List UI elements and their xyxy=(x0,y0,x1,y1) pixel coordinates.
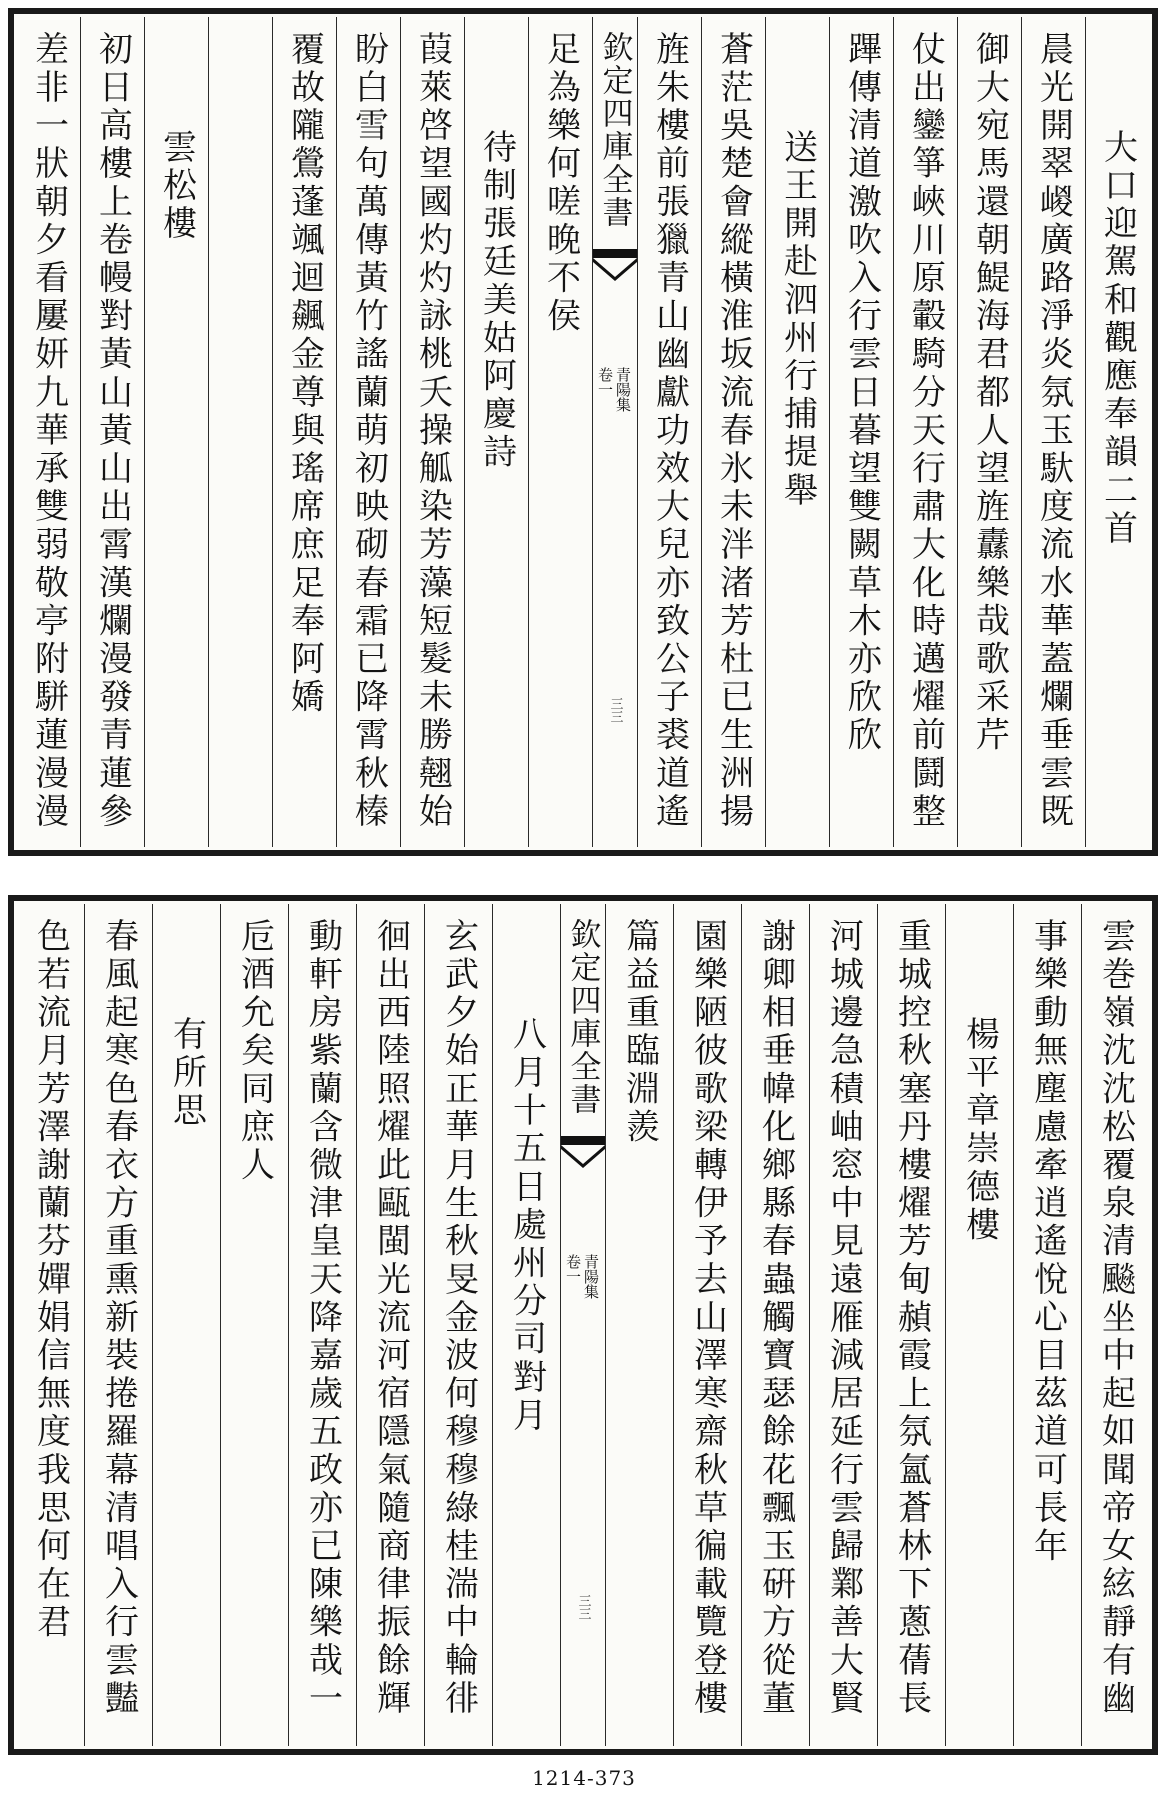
column xyxy=(945,904,1013,1746)
column xyxy=(356,904,424,1746)
column-text: 御大宛馬還朝鯷海君都人望旌纛樂哉歌采芹 xyxy=(969,31,1010,755)
column-text: 覆故隴鶯蓬颯迴飆金尊與瑤席庶足奉阿嬌 xyxy=(284,31,325,717)
column-text: 春風起寒色春衣方重熏新裝捲羅幕清唱入行雲豔 xyxy=(98,918,139,1719)
column-text: 蒼茫吳楚會縱橫淮坂流春氷未泮渚芳杜已生洲揚 xyxy=(713,31,754,832)
column xyxy=(957,17,1021,847)
column-text: 園樂陋彼歌梁轉伊予去山澤寒齋秋草徧載覽登樓 xyxy=(687,918,728,1719)
column-text: 謝卿相垂幃化鄉縣春蟲觸寶瑟餘花飄玉硏方從董 xyxy=(755,918,796,1719)
column-text: 動軒房紫蘭含微津皇天降嘉歲五政亦已陳樂哉一 xyxy=(302,918,343,1719)
column xyxy=(288,904,356,1746)
column-text: 送王開赴泗州行捕提舉 xyxy=(777,129,818,510)
column xyxy=(152,904,220,1746)
column-text: 晨光開翠嵕廣路淨炎氛玉馱度流水華蓋爛垂雲既 xyxy=(1033,31,1074,832)
column xyxy=(400,17,464,847)
column xyxy=(17,17,80,847)
column xyxy=(208,17,272,847)
column xyxy=(809,904,877,1746)
column-text: 差非一狀朝夕看屢妍九華承雙弱敬亭附駢蓮漫漫 xyxy=(28,31,69,832)
column-text: 仗出鑾箏峽川原轂騎分天行肅大化時邁燿前鬪整 xyxy=(905,31,946,832)
column xyxy=(765,17,829,847)
column xyxy=(84,904,152,1746)
column xyxy=(829,17,893,847)
column-text: 待制張廷美姑阿慶詩 xyxy=(476,129,517,472)
columns-bottom xyxy=(17,904,1149,1746)
column-text: 卮酒允矣同庶人 xyxy=(234,918,275,1185)
column xyxy=(1081,904,1149,1746)
column xyxy=(877,904,945,1746)
columns-top xyxy=(17,17,1149,847)
column xyxy=(464,17,528,847)
column xyxy=(605,904,673,1746)
column xyxy=(80,17,144,847)
column xyxy=(220,904,288,1746)
column-text: 盼白雪句萬傳黃竹謠蘭萌初映砌春霜已降霄秋榛 xyxy=(348,31,389,832)
column xyxy=(673,904,741,1746)
column-text: 玄武夕始正華月生秋旻金波何穆穆綠桂湍中輪徘 xyxy=(438,918,479,1719)
page-number: 三三 xyxy=(607,697,623,723)
column-text: 大口迎駕和觀應奉韻二首 xyxy=(1097,129,1138,549)
column-text: 蹕傳清道激吹入行雲日暮望雙闕草木亦欣欣 xyxy=(841,31,882,755)
page-number: 三三 xyxy=(575,1594,591,1620)
column-text: 色若流月芳澤謝蘭芬嬋娟信無度我思何在君 xyxy=(30,918,71,1642)
column xyxy=(336,17,400,847)
column xyxy=(741,904,809,1746)
center-title: 欽定四庫全書 xyxy=(564,918,601,1116)
column-text: 葭萊啓望國灼灼詠桃夭操觚染芳藻短髮未勝翹始 xyxy=(412,31,453,832)
column-text: 旌朱樓前張獵青山幽獻功效大兒亦致公子裘道遙 xyxy=(649,31,690,832)
column xyxy=(424,904,492,1746)
center-vol: 卷一 xyxy=(596,367,614,397)
center-sub: 青陽集 xyxy=(582,1254,600,1299)
fishtail-mark xyxy=(593,249,637,283)
column-text: 篇益重臨淵羨 xyxy=(619,918,660,1147)
column xyxy=(528,17,592,847)
column xyxy=(701,17,765,847)
column-text: 有所思 xyxy=(166,1016,207,1131)
column xyxy=(893,17,957,847)
center-title: 欽定四庫全書 xyxy=(596,31,633,229)
column-text: 楊平章崇德樓 xyxy=(959,1016,1000,1245)
column-text: 雲松樓 xyxy=(156,129,197,244)
column-text: 雲巻嶺沈沈松覆泉清飈坐中起如聞帝女絃靜有幽 xyxy=(1095,918,1136,1719)
page-bottom xyxy=(8,895,1158,1755)
column-text: 八月十五日處州分司對月 xyxy=(506,1016,547,1436)
column xyxy=(492,904,560,1746)
center-column xyxy=(592,17,637,847)
column xyxy=(144,17,208,847)
fishtail-mark xyxy=(561,1136,605,1170)
page-footer: 1214-373 xyxy=(532,1766,636,1790)
column-text: 徊出西陸照燿此甌閩光流河宿隱氣隨商律振餘輝 xyxy=(370,918,411,1719)
column xyxy=(637,17,701,847)
column xyxy=(272,17,336,847)
column xyxy=(1085,17,1149,847)
page-top xyxy=(8,8,1158,856)
center-vol: 卷一 xyxy=(564,1254,582,1284)
column xyxy=(1021,17,1085,847)
center-column xyxy=(560,904,605,1746)
column xyxy=(17,904,84,1746)
column-text: 初日高樓上卷幔對黃山黃山出霄漢爛漫發青蓮參 xyxy=(92,31,133,832)
column-text: 足為樂何嗟晚不侯 xyxy=(540,31,581,336)
column xyxy=(1013,904,1081,1746)
center-sub: 青陽集 xyxy=(614,367,632,412)
column-text: 重城控秋塞丹樓燿芳甸赬霞上氛氳蒼林下蔥蒨長 xyxy=(891,918,932,1719)
column-text: 事樂動無塵慮牽逍遙悅心目茲道可長年 xyxy=(1027,918,1068,1566)
column-text: 河城邊急積岫窓中見遠雁減居延行雲歸鄴善大賢 xyxy=(823,918,864,1719)
